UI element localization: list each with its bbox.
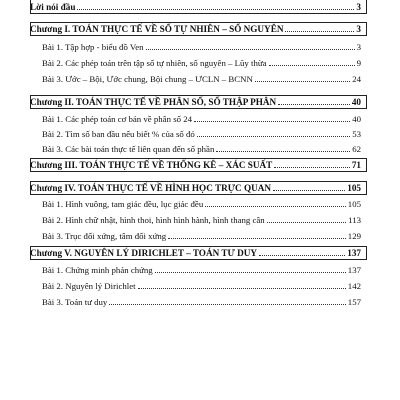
toc-entry-title: Chương V. NGUYÊN LÝ DIRICHLET – TOÁN TƯ DUY [30, 248, 257, 258]
toc-entry-title: Bài 2. Các phép toán trên tập số tự nhiên, số nguyên – Lũy thừa [42, 58, 267, 68]
toc-entry-page: 62 [352, 144, 361, 154]
toc-entry-lesson[interactable] [42, 281, 361, 291]
dot-leader [285, 31, 354, 32]
toc-entry-page: 9 [356, 58, 361, 68]
dot-leader [205, 206, 346, 207]
toc-entry-lesson[interactable] [42, 74, 361, 84]
toc-entry-page: 105 [347, 183, 361, 193]
toc-entry-title: Bài 3. Các bài toán thực tế liên quan đến số phần [42, 144, 215, 154]
dot-leader [109, 304, 345, 305]
dot-leader [216, 151, 350, 152]
toc-entry-title: Bài 2. Nguyên lý Dirichlet [42, 281, 136, 291]
toc-entry-chapter-1[interactable] [30, 24, 361, 34]
dot-leader [197, 136, 350, 137]
dot-leader [278, 104, 350, 105]
dot-leader [255, 81, 350, 82]
toc-entry-chapter-2[interactable] [30, 97, 361, 107]
toc-entry-page: 129 [347, 231, 361, 241]
toc-entry-title: Chương IV. TOÁN THỰC TẾ VỀ HÌNH HỌC TRỰC QUAN [30, 183, 272, 193]
dot-leader [77, 9, 354, 10]
toc-entry-page: 53 [352, 129, 361, 139]
toc-entry-page: 142 [347, 281, 361, 291]
dot-leader [269, 65, 355, 66]
toc-entry-title: Bài 3. Ước – Bội, Ước chung, Bội chung – ƯCLN – BCNN [42, 74, 253, 84]
dot-leader [194, 121, 350, 122]
toc-entry-lesson[interactable] [42, 114, 361, 124]
toc-entry-title: Chương II. TOÁN THỰC TẾ VỀ PHÂN SỐ, SỐ THẬP PHÂN [30, 97, 277, 107]
toc-entry-lesson[interactable] [42, 199, 361, 209]
toc-entry-page: 113 [348, 215, 361, 225]
toc-entry-page: 24 [352, 74, 361, 84]
dot-leader [273, 190, 345, 191]
dot-leader [274, 167, 350, 168]
toc-entry-chapter-3[interactable] [30, 160, 361, 170]
toc-entry-lesson[interactable] [42, 58, 361, 68]
toc-entry-title: Bài 2. Hình chữ nhật, hình thoi, hình hình hành, hình thang cân [42, 215, 265, 225]
toc-entry-page: 40 [351, 97, 361, 107]
toc-entry-lesson[interactable] [42, 265, 361, 275]
toc-entry-title: Bài 2. Tìm số ban đầu nếu biết % của số đó [42, 129, 195, 139]
toc-entry-title: Bài 1. Hình vuông, tam giác đều, lục giác đều [42, 199, 204, 209]
dot-leader [146, 49, 355, 50]
toc-entry-lesson[interactable] [42, 42, 361, 52]
toc-entry-title: Bài 1. Các phép toán cơ bản về phân số 24 [42, 114, 193, 124]
dot-leader [155, 272, 346, 273]
toc-entry-page: 71 [351, 160, 361, 170]
toc-entry-title: Bài 3. Toán tư duy [42, 297, 108, 307]
toc-entry-page: 40 [352, 114, 361, 124]
toc-entry-page: 3 [356, 42, 361, 52]
dot-leader [168, 238, 346, 239]
toc-entry-title: Bài 1. Tập hợp - biểu đồ Ven [42, 42, 144, 52]
toc-entry-page: 137 [347, 248, 361, 258]
dot-leader [259, 255, 345, 256]
toc-entry-page: 105 [347, 199, 361, 209]
toc-entry-chapter-4[interactable] [30, 183, 361, 193]
toc-entry-title: Chương III. TOÁN THỰC TẾ VỀ THỐNG KÊ – XÁC SUẤT [30, 160, 273, 170]
toc-entry-title: Chương I. TOÁN THỰC TẾ VỀ SỐ TỰ NHIÊN – SỐ NGUYÊN [30, 24, 284, 34]
toc-entry-lesson[interactable] [42, 297, 361, 307]
dot-leader [138, 288, 346, 289]
toc-entry-title: Lời nói đầu [30, 2, 76, 12]
toc-entry-lesson[interactable] [42, 144, 361, 154]
toc-entry-lesson[interactable] [42, 215, 361, 225]
toc-entry-lesson[interactable] [42, 231, 361, 241]
toc-entry-lesson[interactable] [42, 129, 361, 139]
toc-entry-page: 3 [356, 2, 361, 12]
toc-entry-intro[interactable] [30, 2, 361, 12]
toc-entry-page: 137 [347, 265, 361, 275]
toc-entry-page: 3 [356, 24, 361, 34]
toc-entry-title: Bài 1. Chứng minh phản chứng [42, 265, 153, 275]
toc-entry-chapter-5[interactable] [30, 248, 361, 258]
dot-leader [267, 222, 346, 223]
toc-entry-title: Bài 3. Trục đối xứng, tâm đối xứng [42, 231, 167, 241]
toc-entry-page: 157 [347, 297, 361, 307]
